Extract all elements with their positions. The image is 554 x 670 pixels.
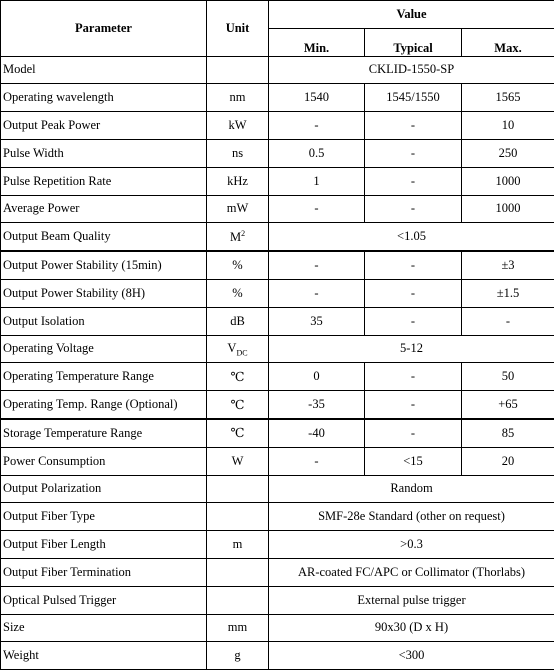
max-cell: 1565: [462, 84, 554, 112]
min-cell: -40: [269, 419, 365, 447]
unit-cell: %: [207, 251, 269, 279]
unit-cell: [207, 335, 269, 363]
unit-cell: ℃: [207, 391, 269, 419]
table-row: [1, 223, 554, 251]
parameter-cell: Weight: [1, 642, 207, 670]
table-row: [1, 307, 554, 335]
min-cell: 0: [269, 363, 365, 391]
table-row: [1, 335, 554, 363]
parameter-cell: Operating wavelength: [1, 84, 207, 112]
typical-cell: -: [365, 419, 462, 447]
table-row: [1, 614, 554, 642]
table-row: [1, 447, 554, 475]
typical-cell: -: [365, 139, 462, 167]
typical-cell: -: [365, 391, 462, 419]
max-cell: 1000: [462, 195, 554, 223]
parameter-cell: Pulse Width: [1, 139, 207, 167]
table-row: [1, 251, 554, 279]
min-cell: -: [269, 447, 365, 475]
typical-cell: -: [365, 195, 462, 223]
unit-cell: g: [207, 642, 269, 670]
unit-cell: kW: [207, 112, 269, 140]
value-span-cell: Random: [269, 475, 554, 503]
spec-table-body: [1, 56, 554, 670]
table-row: [1, 391, 554, 419]
unit-cell: W: [207, 447, 269, 475]
min-cell: -: [269, 279, 365, 307]
parameter-cell: Output Fiber Type: [1, 503, 207, 531]
header-unit: Unit: [207, 1, 269, 57]
typical-cell: 1545/1550: [365, 84, 462, 112]
unit-cell: [207, 475, 269, 503]
unit-cell: %: [207, 279, 269, 307]
parameter-cell: Size: [1, 614, 207, 642]
min-cell: 35: [269, 307, 365, 335]
value-span-cell: <1.05: [269, 223, 554, 251]
max-cell: 50: [462, 363, 554, 391]
min-cell: -: [269, 251, 365, 279]
header-value: Value: [269, 1, 554, 29]
typical-cell: -: [365, 279, 462, 307]
table-row: [1, 363, 554, 391]
unit-cell: [207, 558, 269, 586]
max-cell: 85: [462, 419, 554, 447]
value-span-cell: 5-12: [269, 335, 554, 363]
min-cell: -: [269, 112, 365, 140]
value-span-cell: SMF-28e Standard (other on request): [269, 503, 554, 531]
value-span-cell: AR-coated FC/APC or Collimator (Thorlabs): [269, 558, 554, 586]
max-cell: +65: [462, 391, 554, 419]
min-cell: 1: [269, 167, 365, 195]
min-cell: 1540: [269, 84, 365, 112]
unit-base: V: [227, 341, 236, 355]
unit-cell: m: [207, 531, 269, 559]
parameter-cell: Output Power Stability (15min): [1, 251, 207, 279]
parameter-cell: Optical Pulsed Trigger: [1, 586, 207, 614]
value-span-cell: CKLID-1550-SP: [269, 56, 554, 84]
parameter-cell: Pulse Repetition Rate: [1, 167, 207, 195]
parameter-cell: Model: [1, 56, 207, 84]
min-cell: 0.5: [269, 139, 365, 167]
unit-cell: kHz: [207, 167, 269, 195]
unit-subscript: DC: [236, 348, 247, 357]
value-span-cell: 90x30 (D x H): [269, 614, 554, 642]
max-cell: ±1.5: [462, 279, 554, 307]
min-cell: -35: [269, 391, 365, 419]
parameter-cell: Output Polarization: [1, 475, 207, 503]
max-cell: 20: [462, 447, 554, 475]
parameter-cell: Average Power: [1, 195, 207, 223]
header-parameter: Parameter: [1, 1, 207, 57]
unit-cell: ℃: [207, 419, 269, 447]
typical-cell: <15: [365, 447, 462, 475]
value-span-cell: <300: [269, 642, 554, 670]
typical-cell: -: [365, 112, 462, 140]
table-row: [1, 279, 554, 307]
unit-cell: [207, 223, 269, 251]
table-row: [1, 84, 554, 112]
max-cell: 250: [462, 139, 554, 167]
value-span-cell: >0.3: [269, 531, 554, 559]
value-span-cell: External pulse trigger: [269, 586, 554, 614]
table-row: [1, 167, 554, 195]
max-cell: ±3: [462, 251, 554, 279]
max-cell: 10: [462, 112, 554, 140]
parameter-cell: Operating Temp. Range (Optional): [1, 391, 207, 419]
unit-cell: [207, 56, 269, 84]
typical-cell: -: [365, 307, 462, 335]
max-cell: -: [462, 307, 554, 335]
unit-cell: mm: [207, 614, 269, 642]
parameter-cell: Output Fiber Termination: [1, 558, 207, 586]
unit-cell: [207, 586, 269, 614]
table-row: [1, 139, 554, 167]
table-row: [1, 56, 554, 84]
parameter-cell: Output Fiber Length: [1, 531, 207, 559]
unit-superscript: 2: [241, 229, 245, 238]
table-row: [1, 558, 554, 586]
table-row: [1, 642, 554, 670]
parameter-cell: Output Isolation: [1, 307, 207, 335]
unit-cell: ℃: [207, 363, 269, 391]
table-row: [1, 112, 554, 140]
header-max: Max.: [462, 28, 554, 56]
table-row: [1, 475, 554, 503]
parameter-cell: Output Power Stability (8H): [1, 279, 207, 307]
unit-cell: ns: [207, 139, 269, 167]
typical-cell: -: [365, 251, 462, 279]
typical-cell: -: [365, 363, 462, 391]
table-row: [1, 503, 554, 531]
parameter-cell: Power Consumption: [1, 447, 207, 475]
unit-cell: mW: [207, 195, 269, 223]
header-min: Min.: [269, 28, 365, 56]
unit-cell: dB: [207, 307, 269, 335]
unit-cell: [207, 503, 269, 531]
max-cell: 1000: [462, 167, 554, 195]
table-row: [1, 531, 554, 559]
table-row: [1, 419, 554, 447]
parameter-cell: Storage Temperature Range: [1, 419, 207, 447]
parameter-cell: Operating Voltage: [1, 335, 207, 363]
table-row: [1, 586, 554, 614]
unit-cell: nm: [207, 84, 269, 112]
parameter-cell: Output Beam Quality: [1, 223, 207, 251]
parameter-cell: Operating Temperature Range: [1, 363, 207, 391]
parameter-cell: Output Peak Power: [1, 112, 207, 140]
header-typical: Typical: [365, 28, 462, 56]
typical-cell: -: [365, 167, 462, 195]
min-cell: -: [269, 195, 365, 223]
unit-base: M: [230, 230, 241, 244]
table-row: [1, 195, 554, 223]
